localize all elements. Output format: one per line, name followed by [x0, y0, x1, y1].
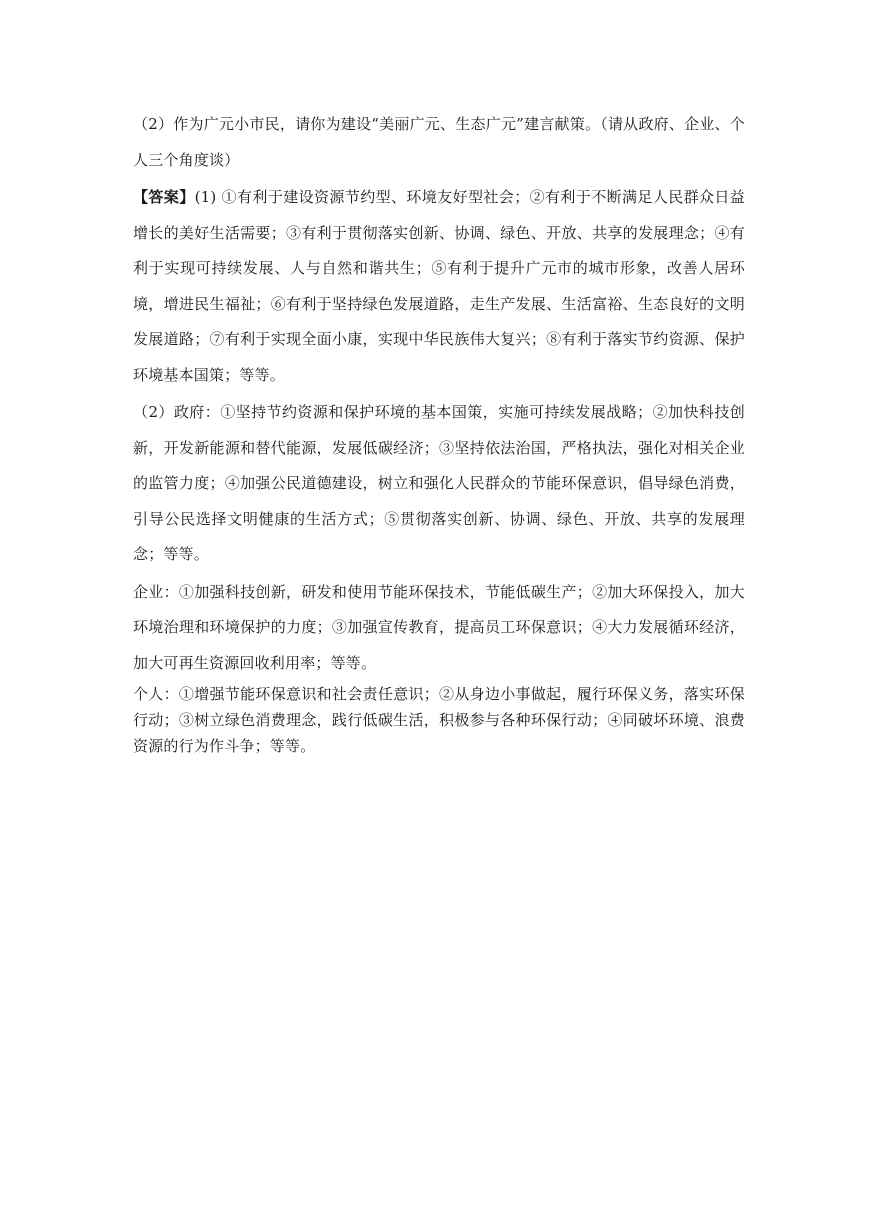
- answer-part-2-individual: 个人：①增强节能环保意识和社会责任意识；②从身边小事做起，履行环保义务，落实环保行动；③树立绿色消费理念，践行低碳生活，积极参与各种环保行动；④同破坏环境、浪费资源的行为作斗争；等等。: [133, 685, 745, 755]
- answer-part-1: [133, 180, 745, 393]
- document-content: [133, 107, 745, 759]
- question-2-text: （2）作为广元小市民，请你为建设“美丽广元、生态广元”建言献策。（请从政府、企业、个人三个角度谈）: [133, 115, 745, 169]
- answer-label: 【答案】: [133, 188, 195, 206]
- answer-part-1-text: (1) ①有利于建设资源节约型、环境友好型社会；②有利于不断满足人民群众日益增长的美好生活需要；③有利于贯彻落实创新、协调、绿色、开放、共享的发展理念；④有利于实现可持续发展、人与自然和谐共生；⑤有利于提升广元市的城市形象，改善人居环境，增进民生福祉；⑥有利于坚持绿色发展道路，走生产发展、生活富裕、生态良好的文明发展道路；⑦有利于实现全面小康，实现中华民族伟大复兴；⑧有利于落实节约资源、保护环境基本国策；等等。: [133, 188, 745, 384]
- answer-part-2-enterprise: 企业：①加强科技创新，研发和使用节能环保技术，节能低碳生产；②加大环保投入，加大环境治理和环境保护的力度；③加强宣传教育，提高员工环保意识；④大力发展循环经济，加大可再生资源回收利用率；等等。: [133, 582, 745, 672]
- answer-part-2-government: （2）政府：①坚持节约资源和保护环境的基本国策，实施可持续发展战略；②加快科技创新，开发新能源和替代能源，发展低碳经济；③坚持依法治国，严格执法，强化对相关企业的监管力度；④加强公民道德建设，树立和强化人民群众的节能环保意识，倡导绿色消费，引导公民选择文明健康的生活方式；⑤贯彻落实创新、协调、绿色、开放、共享的发展理念；等等。: [133, 403, 745, 563]
